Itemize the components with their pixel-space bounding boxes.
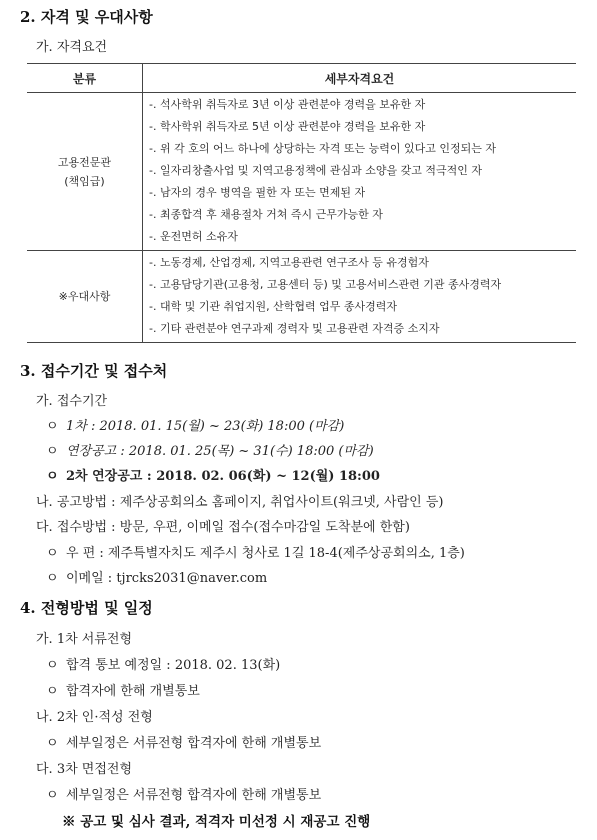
category-label: 고용전문관: [57, 155, 112, 169]
list-item: -. 최종합격 후 채용절차 거쳐 즉시 근무가능한 자: [149, 208, 383, 221]
circle-bullet-icon: ㅇ: [46, 571, 59, 586]
announcement-method: 나. 공고방법 : 제주상공회의소 홈페이지, 취업사이트(워크넷, 사람인 등): [36, 495, 444, 510]
circle-bullet-icon: ㅇ: [46, 684, 59, 699]
circle-bullet-icon: ㅇ: [46, 546, 59, 561]
period-item-3: ㅇ 2차 연장공고 : 2018. 02. 06(화) ~ 12(월) 18:00: [46, 465, 380, 484]
category-sublabel: (책임급): [64, 174, 105, 188]
circle-bullet-icon: ㅇ: [46, 788, 59, 803]
stage-1-item-2: ㅇ 합격자에 한해 개별통보: [46, 680, 200, 699]
stage-2-subtitle: 나. 2차 인·적성 전형: [36, 710, 153, 725]
category-cell: [27, 93, 143, 251]
list-item: -. 위 각 호의 어느 하나에 상당하는 자격 또는 능력이 있다고 인정되는 자: [149, 142, 496, 155]
section-2-title: 2. 자격 및 우대사항: [20, 8, 153, 26]
preference-list: [143, 251, 577, 343]
table-row: [27, 93, 576, 251]
circle-bullet-icon: ㅇ: [46, 736, 59, 751]
list-item: -. 남자의 경우 병역을 필한 자 또는 면제된 자: [149, 186, 366, 199]
stage-1-subtitle: 가. 1차 서류전형: [36, 632, 133, 647]
section-4-title: 4. 전형방법 및 일정: [20, 599, 153, 617]
email-address: ㅇ 이메일 : tjrcks2031@naver.com: [46, 567, 267, 586]
list-item: -. 기타 관련분야 연구과제 경력자 및 고용관련 자격증 소지자: [149, 322, 440, 335]
list-item: -. 학사학위 취득자로 5년 이상 관련분야 경력을 보유한 자: [149, 120, 426, 133]
stage-1-item-1: ㅇ 합격 통보 예정일 : 2018. 02. 13(화): [46, 654, 280, 673]
period-item-2: ㅇ 연장공고 : 2018. 01. 25(목) ~ 31(수) 18:00 (마감): [46, 440, 374, 459]
list-item: -. 대학 및 기관 취업지원, 산학협력 업무 종사경력자: [149, 300, 397, 313]
circle-bullet-icon: ㅇ: [46, 444, 59, 459]
table-header-category: 분류: [27, 64, 143, 93]
stage-2-item-1: ㅇ 세부일정은 서류전형 합격자에 한해 개별통보: [46, 732, 321, 751]
list-item: -. 일자리창출사업 및 지역고용정책에 관심과 소양을 갖고 적극적인 자: [149, 164, 482, 177]
category-cell: [27, 251, 143, 343]
qualification-subtitle: 가. 자격요건: [36, 40, 108, 55]
section-3-title: 3. 접수기간 및 접수처: [20, 362, 168, 380]
category-label: ※우대사항: [58, 290, 111, 303]
circle-bullet-icon: ㅇ: [46, 419, 59, 434]
circle-bullet-icon: ㅇ: [46, 658, 59, 673]
list-item: -. 고용담당기관(고용청, 고용센터 등) 및 고용서비스관련 기관 종사경력자: [149, 278, 502, 291]
list-item: -. 운전면허 소유자: [149, 230, 238, 243]
mail-address: ㅇ 우 편 : 제주특별자치도 제주시 청사로 1길 18-4(제주상공회의소, 1층): [46, 542, 465, 561]
period-item-1: ㅇ 1차 : 2018. 01. 15(월) ~ 23(화) 18:00 (마감): [46, 415, 344, 434]
requirement-list: [143, 93, 577, 251]
circle-bullet-icon: ㅇ: [46, 469, 59, 484]
receipt-method: 다. 접수방법 : 방문, 우편, 이메일 접수(접수마감일 도착분에 한함): [36, 520, 410, 535]
re-announcement-note: ※ 공고 및 심사 결과, 적격자 미선정 시 재공고 진행: [62, 814, 371, 830]
list-item: -. 석사학위 취득자로 3년 이상 관련분야 경력을 보유한 자: [149, 98, 426, 111]
stage-3-subtitle: 다. 3차 면접전형: [36, 762, 133, 777]
table-row: [27, 251, 576, 343]
stage-3-item-1: ㅇ 세부일정은 서류전형 합격자에 한해 개별통보: [46, 784, 321, 803]
list-item: -. 노동경제, 산업경제, 지역고용관련 연구조사 등 유경험자: [149, 256, 429, 269]
qualification-table: [27, 63, 576, 343]
table-header-details: 세부자격요건: [143, 64, 577, 93]
period-subtitle: 가. 접수기간: [36, 394, 108, 409]
